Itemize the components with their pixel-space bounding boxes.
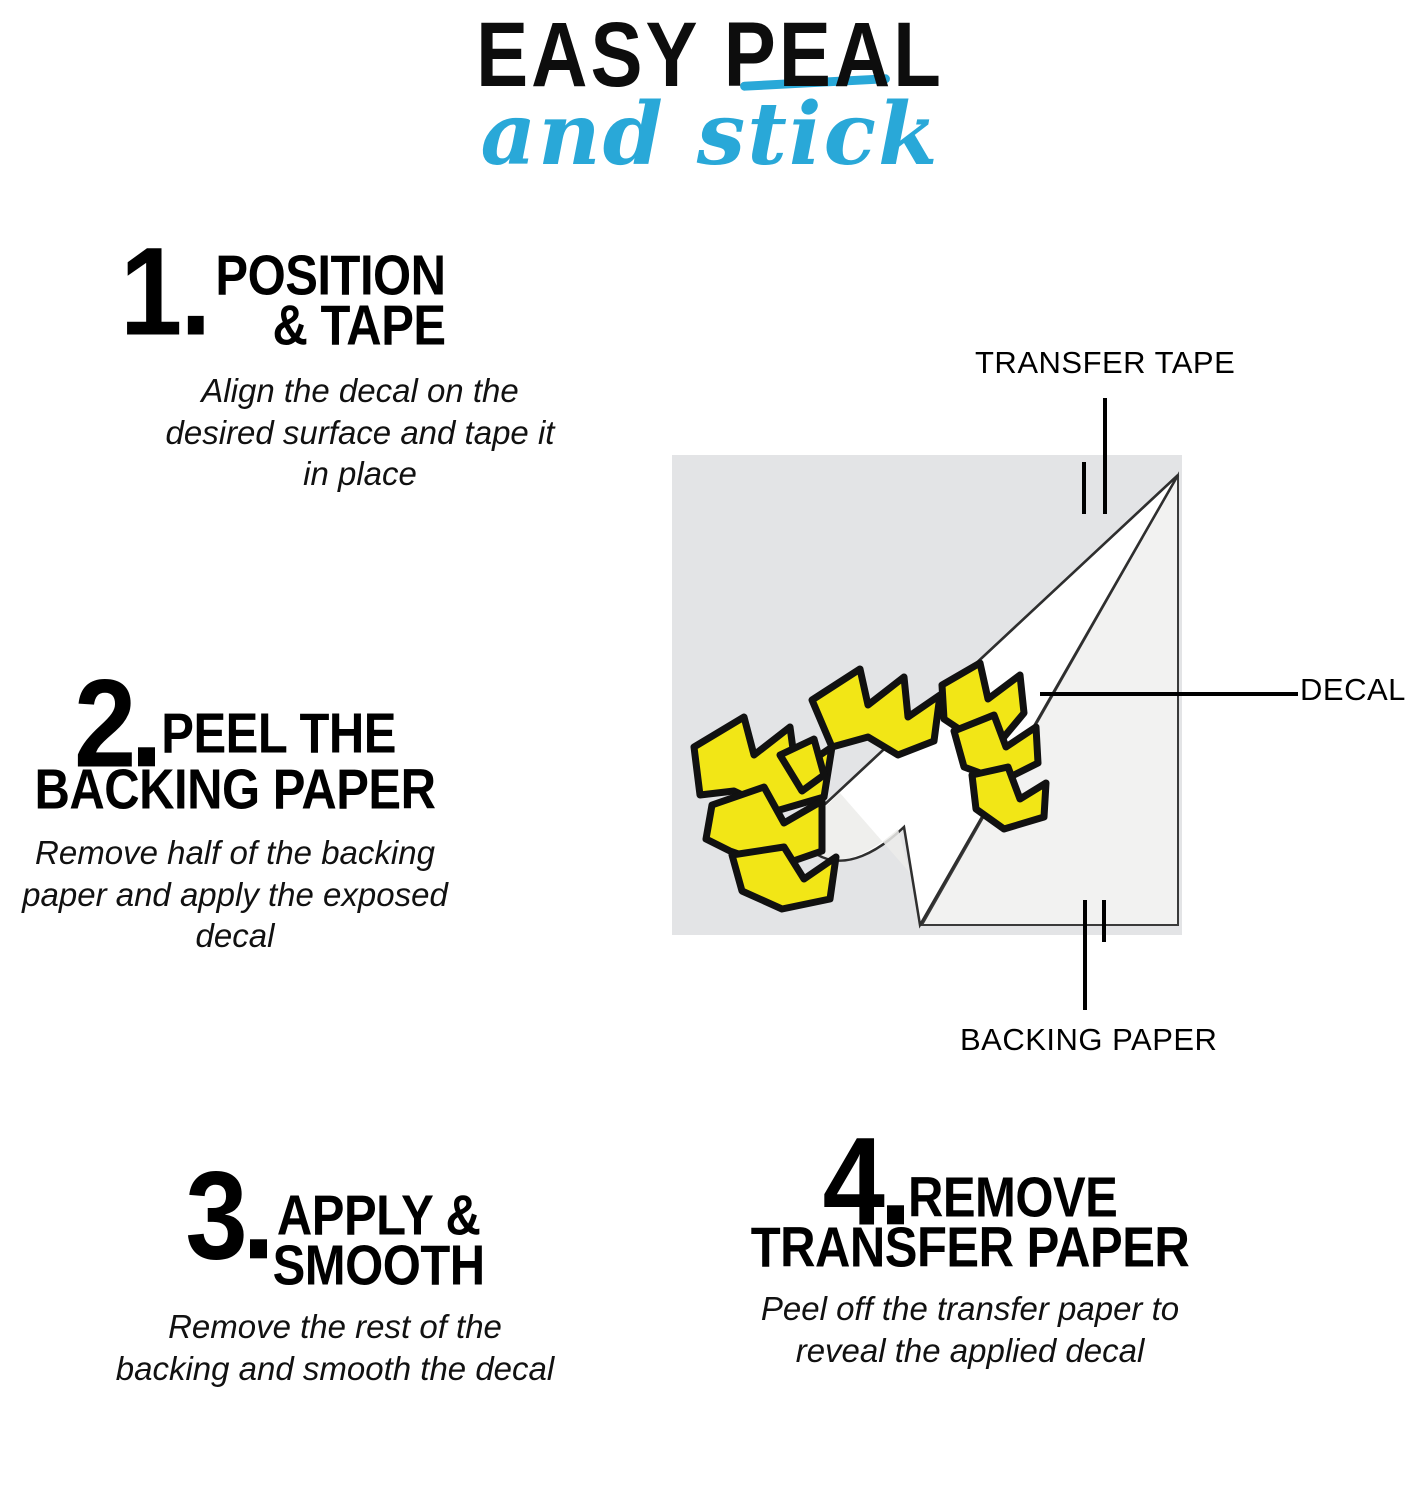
callout-label-transfer-tape: TRANSFER TAPE [975, 345, 1236, 380]
step-2-title-line1: PEEL THE [161, 702, 396, 766]
step-1-title-line1: POSITION [215, 244, 446, 308]
step-4-title-line2: TRANSFER PAPER [750, 1216, 1190, 1280]
leader-line-backing-paper [1083, 900, 1087, 1010]
step-2-description: Remove half of the backing paper and apply the exposed decal [22, 834, 448, 955]
leader-line-transfer-tape-secondary [1082, 462, 1086, 514]
step-3-title-line2: SMOOTH [272, 1234, 485, 1298]
step-1-number: 1. [120, 221, 210, 362]
step-3-heading [110, 1145, 560, 1298]
step-2-peel-backing-paper [0, 653, 470, 957]
step-2-number: 2 [74, 670, 155, 778]
step-4-number: 4 [823, 1128, 904, 1236]
step-3-apply-and-smooth [110, 1145, 560, 1389]
page-title-main: EASY PEAL [476, 2, 944, 106]
step-4-description: Peel off the transfer paper to reveal the applied decal [760, 1290, 1180, 1369]
step-3-description: Remove the rest of the backing and smooth the decal [115, 1307, 555, 1387]
step-3-period-dot [250, 1239, 267, 1258]
step-1-heading [120, 221, 560, 362]
step-1-description: Align the decal on the desired surface and tape it in place [165, 371, 555, 493]
leader-line-backing-paper-secondary [1102, 900, 1106, 942]
step-3-title-line1: APPLY & [276, 1184, 481, 1248]
leader-line-decal [1040, 692, 1298, 696]
step-3-titles [272, 1162, 485, 1298]
step-4-title-line1: REMOVE [907, 1166, 1118, 1230]
step-3-number: 3 [185, 1162, 266, 1270]
step-4-remove-transfer-paper [720, 1111, 1220, 1371]
header-banner [0, 0, 1420, 225]
step-1-titles [215, 238, 446, 358]
leader-line-transfer-tape [1103, 398, 1107, 514]
step-1-title-line2: & TAPE [272, 294, 446, 358]
step-2-titles [161, 670, 396, 766]
callout-label-backing-paper: BACKING PAPER [960, 1022, 1218, 1057]
step-2-title-line2: BACKING PAPER [34, 758, 436, 822]
step-1-position-and-tape [120, 221, 560, 495]
callout-label-decal: DECAL [1300, 672, 1406, 707]
step-4-titles [907, 1128, 1118, 1230]
page-title-script: and stick [480, 84, 940, 185]
